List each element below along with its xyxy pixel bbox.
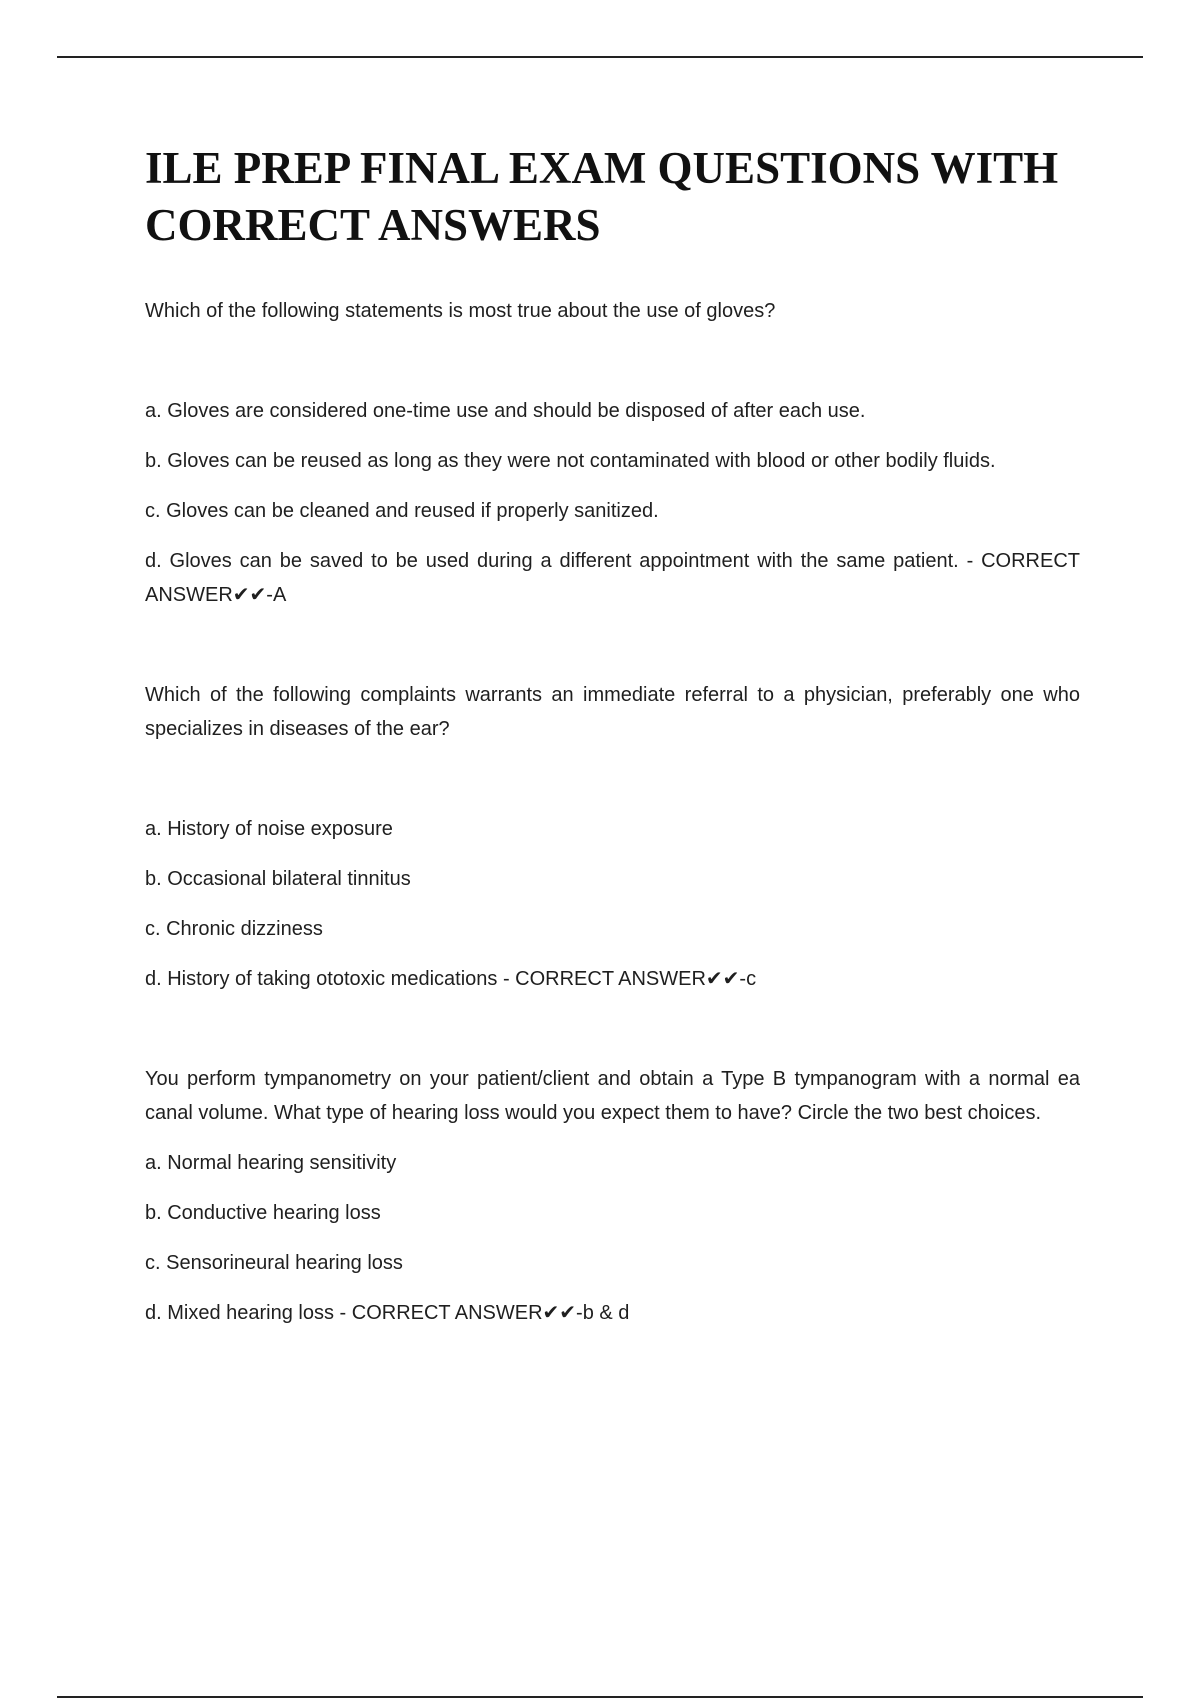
question-2-text: Which of the following complaints warrants an immediate referral to a physician, preferably one who specializes in diseases of the ear?	[145, 684, 1080, 740]
question-2-option-b: b. Occasional bilateral tinnitus	[145, 868, 411, 890]
question-1-option-b: b. Gloves can be reused as long as they were not contaminated with blood or other bodily fluids.	[145, 450, 996, 472]
question-2-option-d: d. History of taking ototoxic medications - CORRECT ANSWER✔✔-c	[145, 968, 757, 990]
document-title: ILE PREP FINAL EXAM QUESTIONS WITH CORRECT ANSWERS	[145, 143, 1059, 250]
question-3-option-b: b. Conductive hearing loss	[145, 1202, 381, 1224]
question-3-option-c: c. Sensorineural hearing loss	[145, 1252, 403, 1274]
header-rule	[57, 56, 1143, 58]
question-3-text: You perform tympanometry on your patient/client and obtain a Type B tympanogram with a normal ea canal volume. What type of hearing loss would you expect them to have? Circle the two best choices.	[145, 1068, 1080, 1124]
question-1-text: Which of the following statements is most true about the use of gloves?	[145, 300, 776, 322]
document-page	[145, 140, 1080, 1330]
question-1-option-d: d. Gloves can be saved to be used during a different appointment with the same patient. - CORRECT ANSWER✔✔-A	[145, 550, 1080, 606]
question-3-option-a: a. Normal hearing sensitivity	[145, 1152, 397, 1174]
question-1-option-a: a. Gloves are considered one-time use and should be disposed of after each use.	[145, 400, 866, 422]
question-3-option-d: d. Mixed hearing loss - CORRECT ANSWER✔✔-b & d	[145, 1302, 630, 1324]
question-2-option-c: c. Chronic dizziness	[145, 918, 323, 940]
question-1-option-c: c. Gloves can be cleaned and reused if properly sanitized.	[145, 500, 659, 522]
footer-rule	[57, 1696, 1143, 1698]
question-2-option-a: a. History of noise exposure	[145, 818, 393, 840]
